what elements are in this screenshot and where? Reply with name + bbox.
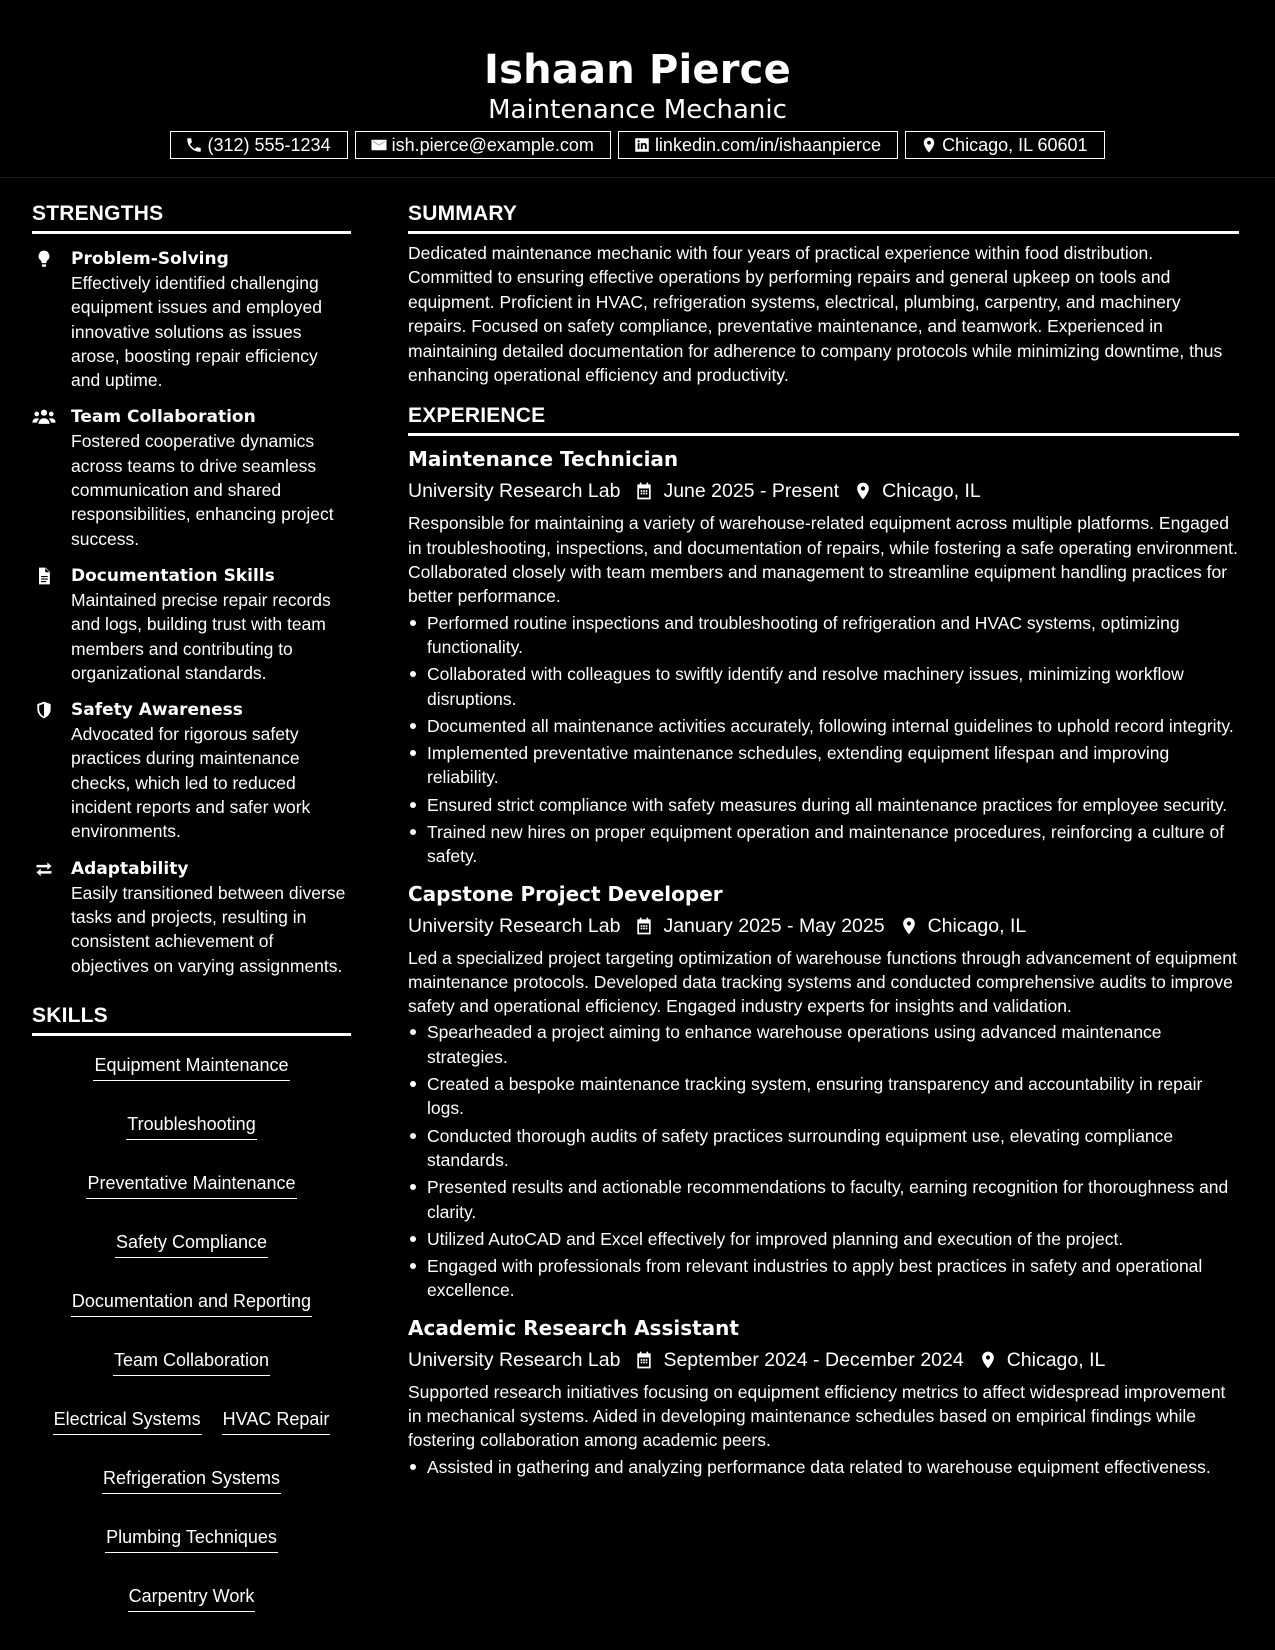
strength-item — [32, 564, 351, 685]
calendar-icon — [634, 1350, 654, 1370]
job-bullet: Trained new hires on proper equipment operation and maintenance procedures, reinforcing a culture of safety. — [408, 820, 1239, 869]
job-entry — [408, 879, 1239, 1303]
job-dates: September 2024 - December 2024 — [663, 1348, 964, 1371]
summary-heading: SUMMARY — [408, 198, 1239, 234]
job-bullets — [408, 1020, 1239, 1302]
skill-tag: HVAC Repair — [222, 1406, 331, 1435]
lightbulb-icon — [32, 249, 56, 269]
job-location: Chicago, IL — [927, 914, 1027, 937]
map-pin-icon — [920, 136, 938, 154]
job-description: Supported research initiatives focusing on equipment efficiency metrics to affect widespread improvement in mechanical systems. Aided in developing maintenance schedules based on empirical findings while fostering collaboration among academic peers. — [408, 1381, 1226, 1451]
job-bullet: Presented results and actionable recommendations to faculty, earning recognition for thoroughness and clarity. — [408, 1175, 1239, 1224]
job-bullet: Spearheaded a project aiming to enhance warehouse operations using advanced maintenance strategies. — [408, 1020, 1239, 1069]
job-title: Academic Research Assistant — [408, 1315, 739, 1340]
contact-phone-text: (312) 555-1234 — [207, 134, 331, 155]
job-org: University Research Lab — [408, 1348, 621, 1371]
contact-bar — [0, 131, 1275, 159]
strength-item — [32, 247, 351, 392]
skill-tag: Plumbing Techniques — [105, 1524, 278, 1553]
job-bullet: Conducted thorough audits of safety practices surrounding equipment use, elevating compliance standards. — [408, 1124, 1239, 1173]
job-meta — [408, 910, 1239, 942]
strength-title: Team Collaboration — [71, 407, 256, 428]
resume-header — [0, 0, 1275, 178]
job-dates: June 2025 - Present — [663, 480, 840, 503]
strengths-heading: STRENGTHS — [32, 198, 351, 234]
shield-icon — [32, 700, 56, 720]
job-bullets — [408, 1455, 1239, 1479]
job-meta — [408, 475, 1239, 507]
strength-desc: Advocated for rigorous safety practices during maintenance checks, which led to reduced incident reports and safer work environments. — [71, 724, 311, 842]
job-location: Chicago, IL — [882, 480, 981, 503]
summary-text: Dedicated maintenance mechanic with four years of practical experience within food distribution. Committed to ensuring effective operations by performing repairs and general upkeep on tools and equipment. Proficient in HVAC, refrigeration systems, electrical, plumbing, carpentry, and machinery repairs. Focused on safety compliance, preventative maintenance, and teamwork. Experienced in maintaining detailed documentation for adherence to company protocols while minimizing downtime, thus enhancing operational efficiency and productivity. — [408, 243, 1223, 386]
job-description: Led a specialized project targeting optimization of warehouse functions through advancement of equipment maintenance protocols. Developed data tracking systems and conducted comprehensive audits to improve safety and operational efficiency. Engaged industry experts for insights and validation. — [408, 947, 1237, 1017]
job-bullet: Assisted in gathering and analyzing performance data related to warehouse equipment effectiveness. — [408, 1455, 1239, 1479]
linkedin-icon — [633, 136, 651, 154]
job-bullet: Implemented preventative maintenance schedules, extending equipment lifespan and improving reliability. — [408, 741, 1239, 790]
right-column — [408, 198, 1239, 1482]
phone-icon — [185, 136, 203, 154]
strength-item — [32, 857, 351, 978]
job-org: University Research Lab — [408, 480, 621, 503]
skill-tag: Equipment Maintenance — [93, 1052, 289, 1081]
job-title: Capstone Project Developer — [408, 881, 723, 906]
skills-heading: SKILLS — [32, 1000, 351, 1036]
left-column — [32, 198, 351, 1612]
contact-email[interactable] — [355, 131, 611, 159]
envelope-icon — [370, 136, 388, 154]
strength-desc: Maintained precise repair records and logs, building trust with team members and contributing to organizational standards. — [71, 589, 331, 683]
calendar-icon — [634, 916, 654, 936]
skill-tag: Preventative Maintenance — [86, 1170, 296, 1199]
job-bullet: Collaborated with colleagues to swiftly identify and resolve machinery issues, minimizing workflow disruptions. — [408, 662, 1239, 711]
skill-tag: Troubleshooting — [126, 1111, 256, 1140]
calendar-icon — [634, 481, 654, 501]
job-meta — [408, 1344, 1239, 1376]
contact-location-text: Chicago, IL 60601 — [942, 134, 1088, 155]
exchange-arrows-icon — [32, 859, 56, 879]
skill-tag: Carpentry Work — [128, 1583, 256, 1612]
job-bullet: Created a bespoke maintenance tracking system, ensuring transparency and accountability in repair logs. — [408, 1072, 1239, 1121]
job-bullet: Utilized AutoCAD and Excel effectively for improved planning and execution of the project. — [408, 1227, 1239, 1251]
map-pin-icon — [853, 481, 873, 501]
map-pin-icon — [978, 1350, 998, 1370]
candidate-role: Maintenance Mechanic — [488, 95, 787, 125]
job-bullet: Ensured strict compliance with safety measures during all maintenance practices for employee security. — [408, 793, 1239, 817]
strength-desc: Effectively identified challenging equipment issues and employed innovative solutions as issues arose, boosting repair efficiency and uptime. — [71, 273, 322, 391]
strength-title: Documentation Skills — [71, 565, 275, 586]
document-icon — [32, 566, 56, 586]
contact-email-text: ish.pierce@example.com — [391, 134, 594, 155]
skill-tag: Safety Compliance — [115, 1229, 268, 1258]
map-pin-icon — [899, 916, 919, 936]
experience-heading: EXPERIENCE — [408, 400, 1239, 436]
job-title: Maintenance Technician — [408, 447, 679, 472]
skill-tag: Refrigeration Systems — [102, 1465, 281, 1494]
job-dates: January 2025 - May 2025 — [663, 914, 885, 937]
users-icon — [32, 407, 56, 427]
skills-list — [32, 1052, 351, 1612]
job-bullets — [408, 611, 1239, 869]
skill-tag: Electrical Systems — [53, 1406, 202, 1435]
job-entry — [408, 444, 1239, 868]
skill-tag: Team Collaboration — [113, 1347, 270, 1376]
strength-item — [32, 698, 351, 843]
job-bullet: Engaged with professionals from relevant industries to apply best practices in safety and operational excellence. — [408, 1254, 1239, 1303]
strength-desc: Easily transitioned between diverse tasks and projects, resulting in consistent achievement of objectives on varying assignments. — [71, 882, 346, 976]
skill-tag: Documentation and Reporting — [71, 1288, 312, 1317]
candidate-name: Ishaan Pierce — [484, 47, 791, 93]
contact-linkedin-text: linkedin.com/in/ishaanpierce — [654, 134, 882, 155]
job-description: Responsible for maintaining a variety of warehouse-related equipment across multiple platforms. Engaged in troubleshooting, inspections, and documentation of repairs, while fostering a safe operating environment. Collaborated closely with team members and management to streamline equipment handling practices for better performance. — [408, 513, 1238, 607]
job-bullet: Documented all maintenance activities accurately, following internal guidelines to uphold record integrity. — [408, 714, 1239, 738]
job-bullet: Performed routine inspections and troubleshooting of refrigeration and HVAC systems, optimizing functionality. — [408, 611, 1239, 660]
strength-title: Problem-Solving — [71, 249, 229, 269]
strength-title: Safety Awareness — [71, 700, 243, 721]
strength-item — [32, 405, 351, 550]
job-org: University Research Lab — [408, 914, 621, 937]
strength-desc: Fostered cooperative dynamics across teams to drive seamless communication and shared responsibilities, enhancing project success. — [71, 431, 334, 549]
strength-title: Adaptability — [71, 858, 189, 879]
contact-phone[interactable] — [170, 131, 347, 159]
contact-location[interactable] — [905, 131, 1104, 159]
job-entry — [408, 1313, 1239, 1479]
job-location: Chicago, IL — [1006, 1348, 1106, 1371]
contact-linkedin[interactable] — [618, 131, 898, 159]
